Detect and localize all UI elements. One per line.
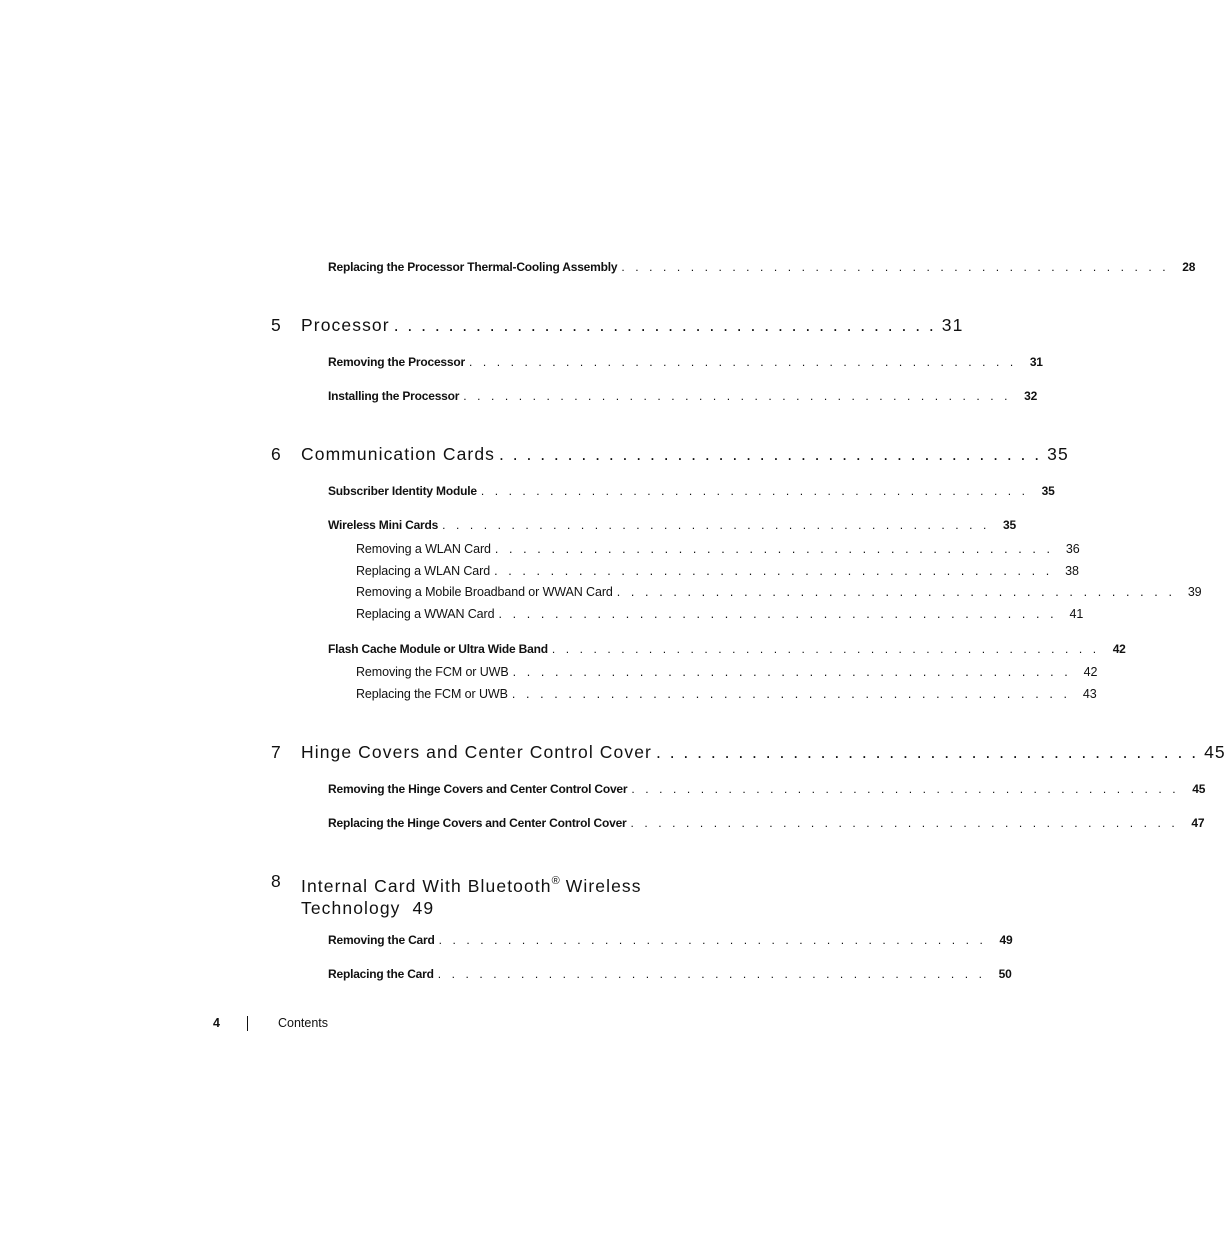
leader-dots: . . . . . . . . . . . . . . . . . . . . . . . . . . . . . . . . . . . . . . . . bbox=[463, 389, 1012, 403]
leader-dots: . . . . . . . . . . . . . . . . . . . . . . . . . . . . . . . . . . . . . . . . bbox=[621, 260, 1170, 274]
leader-dots: . . . . . . . . . . . . . . . . . . . . . . . . . . . . . . . . . . . . . . . . bbox=[511, 687, 1071, 701]
toc-subentry-label: Removing a WLAN Card bbox=[356, 542, 491, 556]
toc-subentry-replacing-wwan[interactable] bbox=[356, 607, 1084, 621]
chapter-page: 45 bbox=[1204, 742, 1226, 762]
toc-subentry-label: Removing the FCM or UWB bbox=[356, 665, 509, 679]
toc-entry-removing-card[interactable] bbox=[328, 933, 1013, 947]
toc-entry-label: Flash Cache Module or Ultra Wide Band bbox=[328, 642, 548, 656]
toc-subentry-removing-wlan[interactable] bbox=[356, 542, 1080, 556]
toc-entry-installing-processor[interactable] bbox=[328, 389, 1038, 403]
leader-dots: . . . . . . . . . . . . . . . . . . . . . . . . . . . . . . . . . . . . . . . . bbox=[630, 816, 1179, 830]
toc-subentry-label: Replacing a WLAN Card bbox=[356, 564, 491, 578]
leader-dots: . . . . . . . . . . . . . . . . . . . . . . . . . . . . . . . . . . . . . . . . bbox=[551, 642, 1100, 656]
toc-entry-label: Replacing the Processor Thermal-Cooling Assembly bbox=[328, 260, 618, 274]
toc-entry-replacing-card[interactable] bbox=[328, 967, 1012, 981]
leader-dots: . . . . . . . . . . . . . . . . . . . . . . . . . . . . . . . . . . . . . . . . bbox=[468, 355, 1017, 369]
chapter-title: Communication Cards bbox=[301, 444, 496, 464]
toc-subentry-page: 41 bbox=[1069, 607, 1084, 621]
toc-entry-label: Removing the Hinge Covers and Center Control Cover bbox=[328, 782, 628, 796]
toc-entry-page: 28 bbox=[1182, 260, 1196, 274]
toc-entry-thermal-cooling[interactable] bbox=[328, 260, 1196, 274]
chapter-number: 6 bbox=[271, 444, 282, 464]
chapter-title-part1: Internal Card With Bluetooth bbox=[301, 876, 552, 896]
toc-entry-page: 31 bbox=[1029, 355, 1043, 369]
chapter-page: 31 bbox=[941, 315, 964, 335]
chapter-page: 49 bbox=[412, 898, 435, 918]
toc-entry-label: Installing the Processor bbox=[328, 389, 460, 403]
toc-subentry-page: 38 bbox=[1065, 564, 1079, 578]
chapter-title-part2: Wireless bbox=[559, 876, 642, 896]
registered-mark: ® bbox=[551, 875, 560, 887]
toc-subentry-label: Replacing a WWAN Card bbox=[356, 607, 495, 621]
page-number: 4 bbox=[213, 1016, 220, 1030]
chapter-title bbox=[301, 870, 665, 919]
toc-entry-page: 50 bbox=[998, 967, 1012, 981]
toc-entry-page: 45 bbox=[1192, 782, 1206, 796]
toc-entry-label: Replacing the Hinge Covers and Center Control Cover bbox=[328, 816, 627, 830]
toc-subentry-replacing-fcm[interactable] bbox=[356, 687, 1097, 701]
toc-subentry-label: Removing a Mobile Broadband or WWAN Card bbox=[356, 585, 613, 599]
leader-dots: . . . . . . . . . . . . . . . . . . . . . . . . . . . . . . . . . . . . . . . . bbox=[480, 484, 1029, 498]
toc-entry-label: Wireless Mini Cards bbox=[328, 518, 439, 532]
leader-dots: . . . . . . . . . . . . . . . . . . . . . . . . . . . . . . . . . . . . . . . . bbox=[512, 665, 1072, 679]
toc-entry-removing-hinge-covers[interactable] bbox=[328, 782, 1206, 796]
toc-subentry-removing-fcm[interactable] bbox=[356, 665, 1098, 679]
toc-chapter-7[interactable] bbox=[271, 742, 1226, 763]
toc-chapter-6[interactable] bbox=[271, 444, 1069, 465]
toc-subentry-replacing-wlan[interactable] bbox=[356, 564, 1079, 578]
toc-entry-subscriber-identity[interactable] bbox=[328, 484, 1055, 498]
toc-subentry-label: Replacing the FCM or UWB bbox=[356, 687, 508, 701]
chapter-title: Hinge Covers and Center Control Cover bbox=[301, 742, 652, 762]
toc-entry-removing-processor[interactable] bbox=[328, 355, 1043, 369]
leader-dots: . . . . . . . . . . . . . . . . . . . . . . . . . . . . . . . . . . . . . . . . bbox=[494, 564, 1053, 578]
leader-dots: . . . . . . . . . . . . . . . . . . . . . . . . . . . . . . . . . . . . . . . . bbox=[655, 742, 1199, 762]
chapter-page: 35 bbox=[1047, 444, 1069, 464]
toc-subentry-page: 39 bbox=[1187, 585, 1202, 599]
toc-entry-label: Subscriber Identity Module bbox=[328, 484, 477, 498]
chapter-number: 5 bbox=[271, 315, 282, 335]
leader-dots: . . . . . . . . . . . . . . . . . . . . . . . . . . . . . . . . . . . . . . . . bbox=[498, 607, 1058, 621]
leader-dots: . . . . . . . . . . . . . . . . . . . . . . . . . . . . . . . . . . . . . . . . bbox=[438, 933, 987, 947]
toc-entry-page: 42 bbox=[1112, 642, 1126, 656]
toc-entry-flash-cache-module[interactable] bbox=[328, 642, 1126, 656]
toc-entry-label: Removing the Processor bbox=[328, 355, 465, 369]
toc-chapter-5[interactable] bbox=[271, 315, 964, 336]
toc-subentry-page: 36 bbox=[1065, 542, 1080, 556]
footer-title: Contents bbox=[278, 1016, 329, 1030]
toc-entry-label: Replacing the Card bbox=[328, 967, 434, 981]
toc-entry-replacing-hinge-covers[interactable] bbox=[328, 816, 1205, 830]
leader-dots: . . . . . . . . . . . . . . . . . . . . . . . . . . . . . . . . . . . . . . . . bbox=[616, 585, 1176, 599]
toc-entry-page: 49 bbox=[999, 933, 1013, 947]
toc-subentry-page: 42 bbox=[1083, 665, 1098, 679]
leader-dots: . . . . . . . . . . . . . . . . . . . . . . . . . . . . . . . . . . . . . . . . bbox=[631, 782, 1180, 796]
leader-dots: . . . . . . . . . . . . . . . . . . . . . . . . . . . . . . . . . . . . . . . . bbox=[393, 315, 936, 335]
leader-dots: . . . . . . . . . . . . . . . . . . . . . . . . . . . . . . . . . . . . . . . . bbox=[494, 542, 1054, 556]
leader-dots: . . . . . . . . . . . . . . . . . . . . . . . . . . . . . . . . . . . . . . . . bbox=[499, 444, 1042, 464]
leader-dots: . . . . . . . . . . . . . . . . . . . . . . . . . . . . . . . . . . . . . . . . bbox=[437, 967, 986, 981]
chapter-title-line2: Technology bbox=[301, 898, 401, 918]
chapter-number: 7 bbox=[271, 742, 282, 762]
toc-entry-page: 32 bbox=[1024, 389, 1038, 403]
toc-entry-wireless-mini-cards[interactable] bbox=[328, 518, 1016, 532]
chapter-title: Processor bbox=[301, 315, 390, 335]
toc-entry-page: 35 bbox=[1041, 484, 1055, 498]
chapter-number: 8 bbox=[271, 871, 282, 891]
toc-entry-label: Removing the Card bbox=[328, 933, 435, 947]
toc-entry-page: 35 bbox=[1002, 518, 1016, 532]
toc-subentry-removing-wwan[interactable] bbox=[356, 585, 1202, 599]
leader-dots: . . . . . . . . . . . . . . . . . . . . . . . . . . . . . . . . . . . . . . . . bbox=[442, 518, 990, 532]
footer-divider bbox=[247, 1016, 248, 1031]
toc-subentry-page: 43 bbox=[1082, 687, 1097, 701]
toc-entry-page: 47 bbox=[1191, 816, 1205, 830]
